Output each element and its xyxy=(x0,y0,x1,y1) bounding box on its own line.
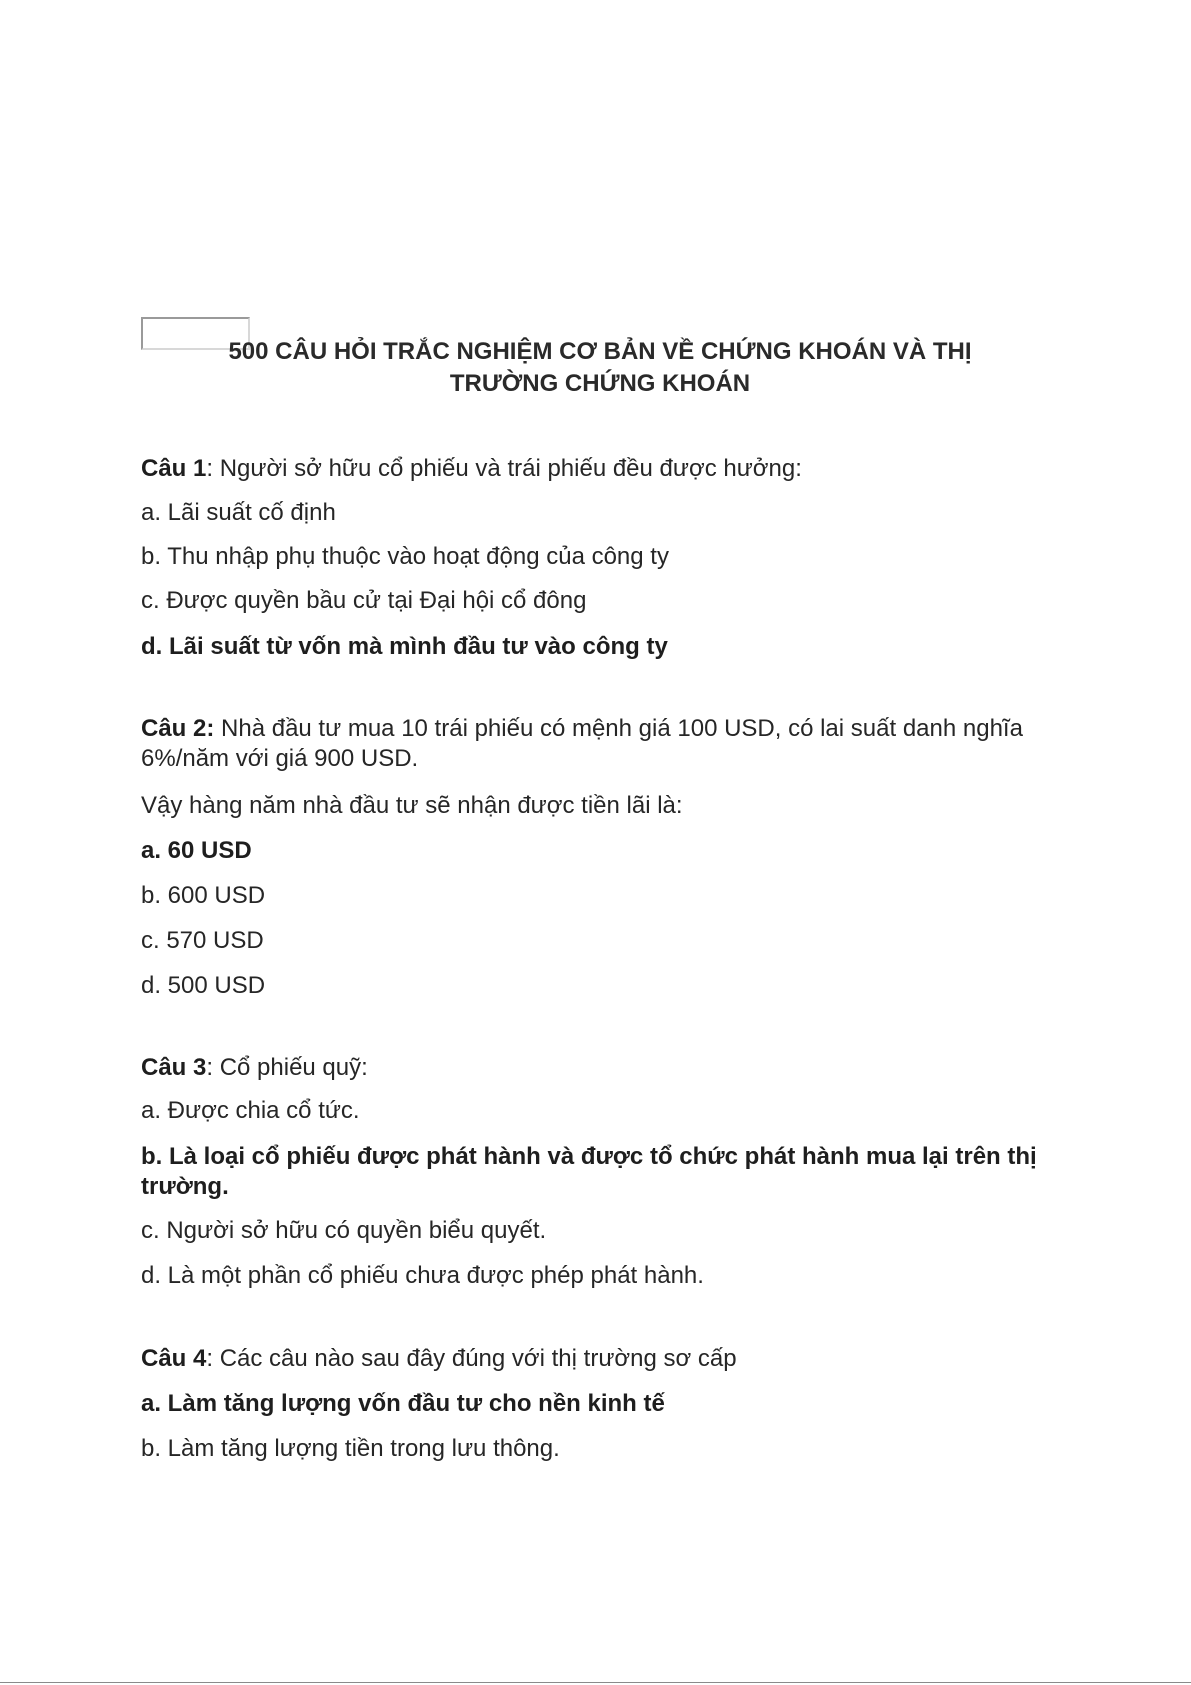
page-bottom-rule xyxy=(0,1682,1191,1683)
title-line-1: 500 CÂU HỎI TRẮC NGHIỆM CƠ BẢN VỀ CHỨNG KHOÁN VÀ THỊ xyxy=(228,338,972,365)
question-3-stem xyxy=(141,1053,1041,1083)
question-3-option-b-answer: b. Là loại cổ phiếu được phát hành và được tổ chức phát hành mua lại trên thị trường. xyxy=(141,1143,1037,1200)
question-label: Câu 4 xyxy=(141,1345,207,1372)
question-1-stem xyxy=(141,454,1041,484)
question-text: : Các câu nào sau đây đúng với thị trường sơ cấp xyxy=(206,1345,737,1372)
question-4-option-a-answer: a. Làm tăng lượng vốn đầu tư cho nền kinh tế xyxy=(141,1390,665,1417)
question-2-option-c: c. 570 USD xyxy=(141,927,264,954)
question-3-option-d: d. Là một phần cổ phiếu chưa được phép phát hành. xyxy=(141,1262,704,1289)
title-line-2: TRƯỜNG CHỨNG KHOÁN xyxy=(449,370,751,397)
question-1-option-b: b. Thu nhập phụ thuộc vào hoạt động của công ty xyxy=(141,543,669,570)
question-2-option-b: b. 600 USD xyxy=(141,882,266,909)
question-text: : Người sở hữu cổ phiếu và trái phiếu đều được hưởng: xyxy=(206,455,802,482)
document-title xyxy=(160,336,1040,400)
question-2-option-d: d. 500 USD xyxy=(141,972,266,999)
question-2-stem xyxy=(141,714,1041,774)
question-label: Câu 3 xyxy=(141,1054,207,1081)
question-label: Câu 1 xyxy=(141,455,207,482)
question-text: : Cổ phiếu quỹ: xyxy=(206,1054,368,1081)
question-3-option-c: c. Người sở hữu có quyền biểu quyết. xyxy=(141,1217,547,1244)
question-4-option-b: b. Làm tăng lượng tiền trong lưu thông. xyxy=(141,1435,560,1462)
question-1-option-a: a. Lãi suất cố định xyxy=(141,499,336,526)
question-text: Nhà đầu tư mua 10 trái phiếu có mệnh giá 100 USD, có lai suất danh nghĩa 6%/năm với giá 900 USD. xyxy=(141,715,1023,772)
question-2-option-a-answer: a. 60 USD xyxy=(141,837,252,864)
question-3-option-a: a. Được chia cổ tức. xyxy=(141,1097,360,1124)
question-1-option-c: c. Được quyền bầu cử tại Đại hội cổ đông xyxy=(141,587,587,614)
question-label: Câu 2: xyxy=(141,715,215,742)
question-4-stem xyxy=(141,1344,1041,1374)
question-1-option-d-answer: d. Lãi suất từ vốn mà mình đầu tư vào công ty xyxy=(141,633,668,660)
question-2-prompt: Vậy hàng năm nhà đầu tư sẽ nhận được tiền lãi là: xyxy=(141,792,683,819)
